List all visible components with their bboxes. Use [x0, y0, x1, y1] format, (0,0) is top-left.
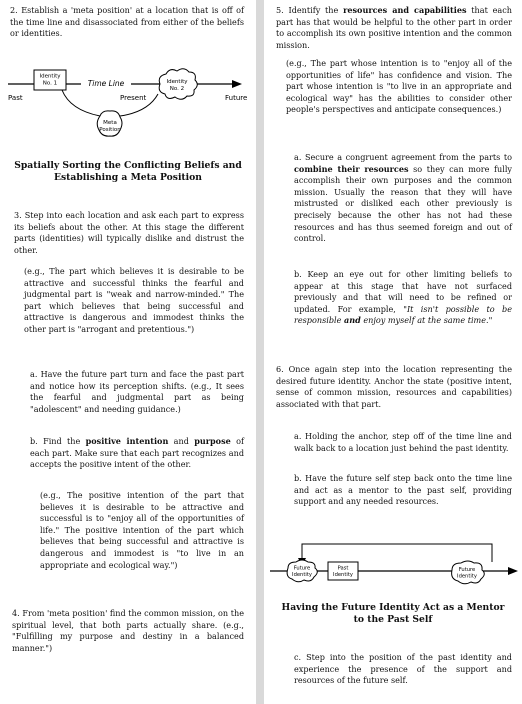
svg-text:Position: Position	[99, 127, 121, 133]
step-5a: a. Secure a congruent agreement from the parts to combine their resources so they can more fully accomplish their own purposes and the common mission. Usually the reason that they will have mistrusted or disliked each other previously is precisely because the other has not had these resources and has thus seemed foreign and out of control.	[294, 152, 512, 244]
svg-text:No. 2: No. 2	[169, 86, 185, 92]
left-column	[0, 0, 256, 704]
svg-text:Identity: Identity	[292, 572, 312, 578]
svg-text:Identity: Identity	[166, 79, 188, 85]
svg-text:Future: Future	[458, 567, 476, 573]
step-3b-example: (e.g., The positive intention of the part that believes it is desirable to be attractive and successful is to "enjoy all of the opportunities of life." The positive intention of the part which believes that being successful and attractive is dangerous and immodest is "to live in an appropriate and ecological way.")	[40, 490, 244, 570]
time-line-label: Time Line	[87, 79, 125, 88]
svg-text:Identity: Identity	[333, 572, 353, 578]
present-label: Present	[120, 94, 147, 102]
right-column	[264, 0, 522, 704]
step-3a: a. Have the future part turn and face the past part and notice how its perception shifts. (e.g., It sees the fearful and judgmental part as being "adolescent" and needing guidance.)	[30, 369, 244, 414]
svg-text:Past: Past	[337, 565, 349, 572]
past-label: Past	[8, 94, 23, 102]
step-3-example: (e.g., The part which believes it is desirable to be attractive and successful thinks the fearful and judgmental part is "weak and narrow-minded." The part which believes that being successful and attractive is dangerous and immodest thinks the other part is "arrogant and pretentious.")	[24, 266, 244, 334]
step-2: 2. Establish a 'meta position' at a location that is off of the time line and disassociated from either of the beliefs or identities.	[10, 5, 244, 39]
step-5b: b. Keep an eye out for other limiting beliefs to appear at this stage that have not surfaced previously and that will need to be refined or updated. For example, "It isn't possible to be responsible and enjoy myself at the same time."	[294, 269, 512, 326]
step-5-example: (e.g., The part whose intention is to "enjoy all of the opportunities of life" has confidence and vision. The part whose intention is "to live in an appropriate and ecological way" has the abilities to consider other people's perspectives and anticipate consequences.)	[286, 58, 512, 115]
step-6b: b. Have the future self step back onto the time line and act as a mentor to the past self, providing support and any needed resources.	[294, 473, 512, 507]
svg-text:Meta: Meta	[103, 120, 117, 126]
section-heading-left: Spatially Sorting the Conflicting Beliefs and Establishing a Meta Position	[14, 160, 242, 183]
svg-text:Future: Future	[293, 565, 311, 572]
svg-text:Identity: Identity	[457, 573, 477, 580]
svg-text:No. 1: No. 1	[42, 80, 58, 87]
step-3b: b. Find the positive intention and purpose of each part. Make sure that each part recognizes and accepts the positive intent of the other.	[30, 436, 244, 470]
step-6a: a. Holding the anchor, step off of the time line and walk back to a location just behind the past identity.	[294, 431, 512, 453]
identity-1-label: Identity	[39, 73, 61, 80]
future-label: Future	[225, 94, 248, 102]
step-6c: c. Step into the position of the past identity and experience the presence of the support and resources of the future self.	[294, 652, 512, 686]
step-5: 5. Identify the resources and capabilities that each part has that would be helpful to the other part in order to accomplish its own positive intention and the common mission.	[276, 5, 512, 50]
section-heading-right: Having the Future Identity Act as a Mentor to the Past Self	[281, 602, 505, 625]
mentor-diagram	[264, 540, 522, 600]
step-6: 6. Once again step into the location representing the desired future identity. Anchor the state (positive intent, sense of common mission, resources and capabilities) associated with that part.	[276, 364, 512, 409]
step-4: 4. From 'meta position' find the common mission, on the spiritual level, that both parts actually share. (e.g., "Fulfilling my purpose and destiny in a balanced manner.")	[12, 608, 244, 653]
step-3: 3. Step into each location and ask each part to express its beliefs about the other. At this stage the different parts (identities) will typically dislike and distrust the other.	[14, 210, 244, 255]
meta-position-diagram	[0, 64, 256, 164]
